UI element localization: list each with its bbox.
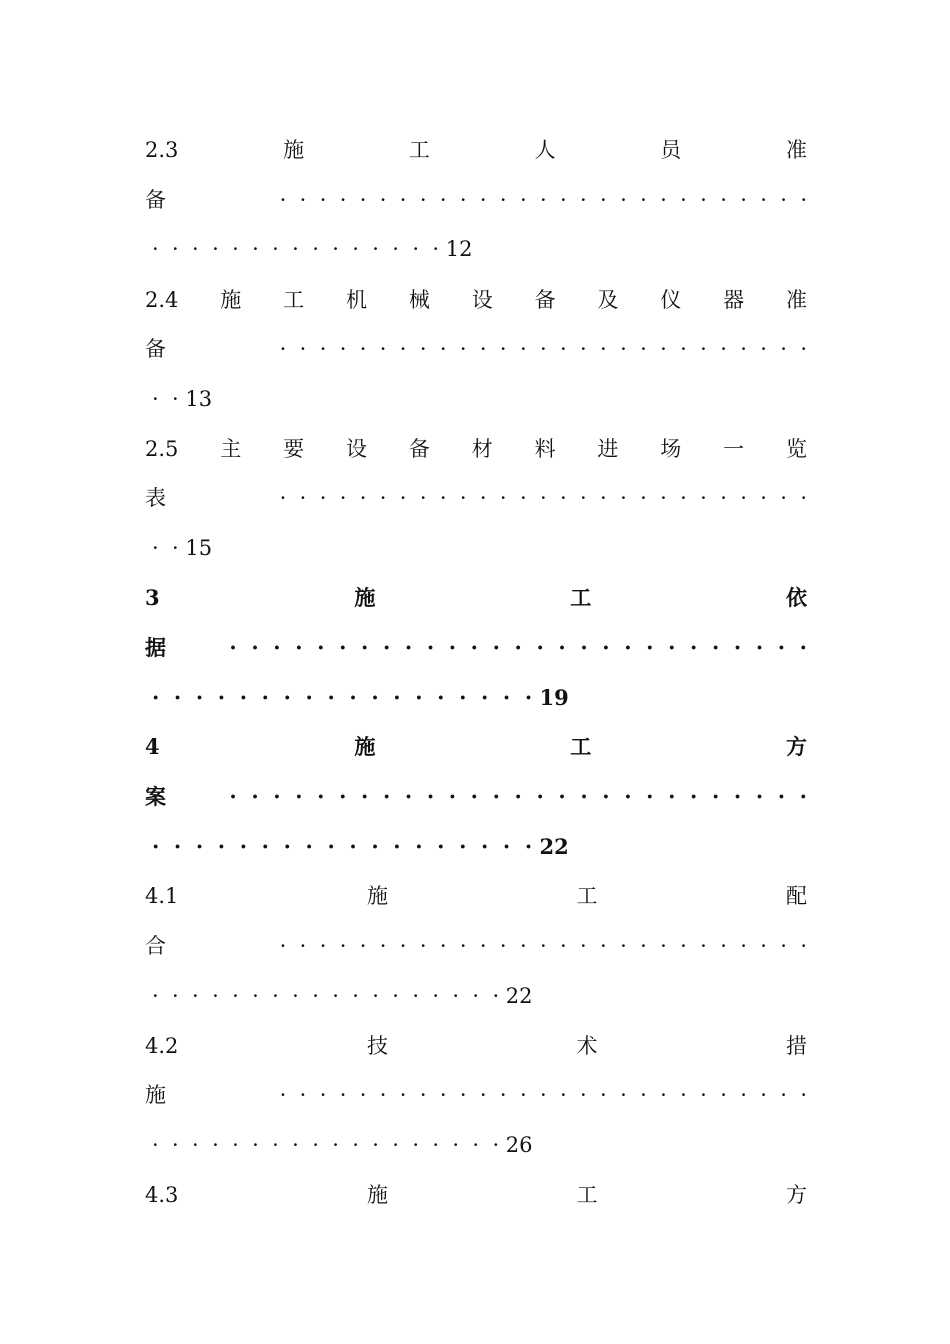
toc-title-char: 览	[786, 437, 807, 461]
toc-page-number: 26	[505, 1133, 533, 1157]
toc-title-char: 表	[145, 486, 166, 510]
toc-page-number: 22	[505, 984, 533, 1008]
toc-entry-2-4-line3	[152, 384, 212, 414]
toc-entry-2-5-line3	[152, 533, 212, 563]
toc-title-char: 工	[570, 734, 592, 759]
toc-number: 4	[145, 734, 160, 759]
toc-title-char: 施	[366, 1183, 388, 1207]
toc-page-number: 15	[185, 536, 213, 560]
toc-entry-3-line2	[145, 633, 807, 663]
toc-entry-3-line1	[145, 583, 807, 613]
leader-dots: · · · · · · · · · · · · · · · · · ·	[152, 685, 540, 710]
toc-number: 3	[145, 585, 160, 610]
toc-title-char: 依	[785, 585, 807, 610]
leader-dots: · · · · · · · · · · · · · · · · · · · · · · · · · · ·	[279, 934, 807, 958]
toc-number: 2.3	[145, 138, 179, 162]
leader-dots: · ·	[152, 536, 186, 560]
toc-number: 4.3	[145, 1183, 179, 1207]
toc-title-char: 施	[283, 138, 305, 162]
leader-dots: · · · · · · · · · · · · · · · · · ·	[152, 1133, 506, 1157]
toc-title-char: 设	[345, 437, 367, 461]
toc-page-number: 13	[185, 387, 213, 411]
toc-title-char: 机	[345, 288, 367, 312]
toc-entry-4-1-line2	[145, 931, 807, 961]
toc-title-char: 备	[408, 437, 430, 461]
toc-title-char: 场	[660, 437, 682, 461]
leader-dots: · · · · · · · · · · · · · · · · · · · · · · · · · · ·	[279, 1083, 807, 1107]
toc-title-char: 准	[786, 138, 807, 162]
toc-title-char: 措	[786, 1034, 807, 1058]
toc-page-number: 19	[539, 685, 569, 710]
toc-title-char: 案	[145, 784, 166, 809]
toc-title-char: 术	[576, 1034, 598, 1058]
leader-dots: · · · · · · · · · · · · · · ·	[152, 237, 446, 261]
toc-title-char: 工	[576, 1183, 598, 1207]
toc-number: 2.4	[145, 288, 179, 312]
toc-entry-3-line3	[152, 683, 569, 713]
toc-entry-4-line3	[152, 832, 569, 862]
toc-entry-2-3-line2	[145, 185, 807, 215]
toc-title-char: 合	[145, 934, 166, 958]
toc-entry-4-1-line1	[145, 881, 807, 911]
toc-number: 4.2	[145, 1034, 179, 1058]
toc-title-char: 准	[786, 288, 807, 312]
leader-dots: · · · · · · · · · · · · · · · · · ·	[152, 834, 540, 859]
leader-dots: · · · · · · · · · · · · · · · · · ·	[152, 984, 506, 1008]
toc-title-char: 施	[220, 288, 242, 312]
toc-title-char: 配	[786, 884, 807, 908]
toc-title-char: 施	[145, 1083, 166, 1107]
toc-title-char: 员	[660, 138, 682, 162]
toc-page-number: 22	[539, 834, 569, 859]
toc-title-char: 要	[283, 437, 305, 461]
toc-title-char: 工	[408, 138, 430, 162]
toc-number: 2.5	[145, 437, 179, 461]
leader-dots: · · · · · · · · · · · · · · · · · · · · · · · · · · ·	[279, 337, 807, 361]
toc-entry-4-2-line1	[145, 1031, 807, 1061]
leader-dots: · · · · · · · · · · · · · · · · · · · · · · · · · · ·	[279, 188, 807, 212]
toc-title-char: 主	[220, 437, 242, 461]
toc-title-char: 料	[534, 437, 556, 461]
toc-title-char: 及	[597, 288, 619, 312]
leader-dots: · · · · · · · · · · · · · · · · · · · · · · · · · · ·	[279, 486, 807, 510]
toc-entry-4-2-line2	[145, 1080, 807, 1110]
toc-title-char: 器	[723, 288, 745, 312]
toc-title-char: 械	[408, 288, 430, 312]
toc-title-char: 一	[723, 437, 745, 461]
toc-title-char: 进	[597, 437, 619, 461]
leader-dots: · · · · · · · · · · · · · · · · · · · · · · · · · · ·	[229, 635, 807, 660]
toc-title-char: 施	[354, 734, 376, 759]
toc-title-char: 施	[354, 585, 376, 610]
toc-entry-4-line2	[145, 782, 807, 812]
toc-title-char: 人	[534, 138, 556, 162]
toc-entry-4-1-line3	[152, 981, 533, 1011]
toc-entry-2-3-line3	[152, 234, 472, 264]
leader-dots: · · · · · · · · · · · · · · · · · · · · · · · · · · ·	[229, 784, 807, 809]
toc-entry-2-4-line1	[145, 285, 807, 315]
leader-dots: · ·	[152, 387, 186, 411]
toc-title-char: 仪	[660, 288, 682, 312]
toc-title-char: 设	[471, 288, 493, 312]
toc-title-char: 备	[145, 337, 166, 361]
toc-entry-4-3-line1	[145, 1180, 807, 1210]
toc-title-char: 工	[576, 884, 598, 908]
toc-title-char: 备	[145, 188, 166, 212]
toc-title-char: 材	[471, 437, 493, 461]
toc-entry-2-3-line1	[145, 135, 807, 165]
toc-page-number: 12	[445, 237, 473, 261]
toc-title-char: 工	[283, 288, 305, 312]
toc-title-char: 据	[145, 635, 166, 660]
toc-entry-2-4-line2	[145, 334, 807, 364]
toc-entry-4-2-line3	[152, 1130, 533, 1160]
toc-title-char: 工	[570, 585, 592, 610]
toc-number: 4.1	[145, 884, 179, 908]
toc-title-char: 备	[534, 288, 556, 312]
toc-entry-2-5-line1	[145, 434, 807, 464]
toc-title-char: 方	[786, 1183, 807, 1207]
toc-title-char: 施	[366, 884, 388, 908]
toc-entry-2-5-line2	[145, 483, 807, 513]
toc-title-char: 方	[785, 734, 807, 759]
toc-entry-4-line1	[145, 732, 807, 762]
toc-title-char: 技	[366, 1034, 388, 1058]
